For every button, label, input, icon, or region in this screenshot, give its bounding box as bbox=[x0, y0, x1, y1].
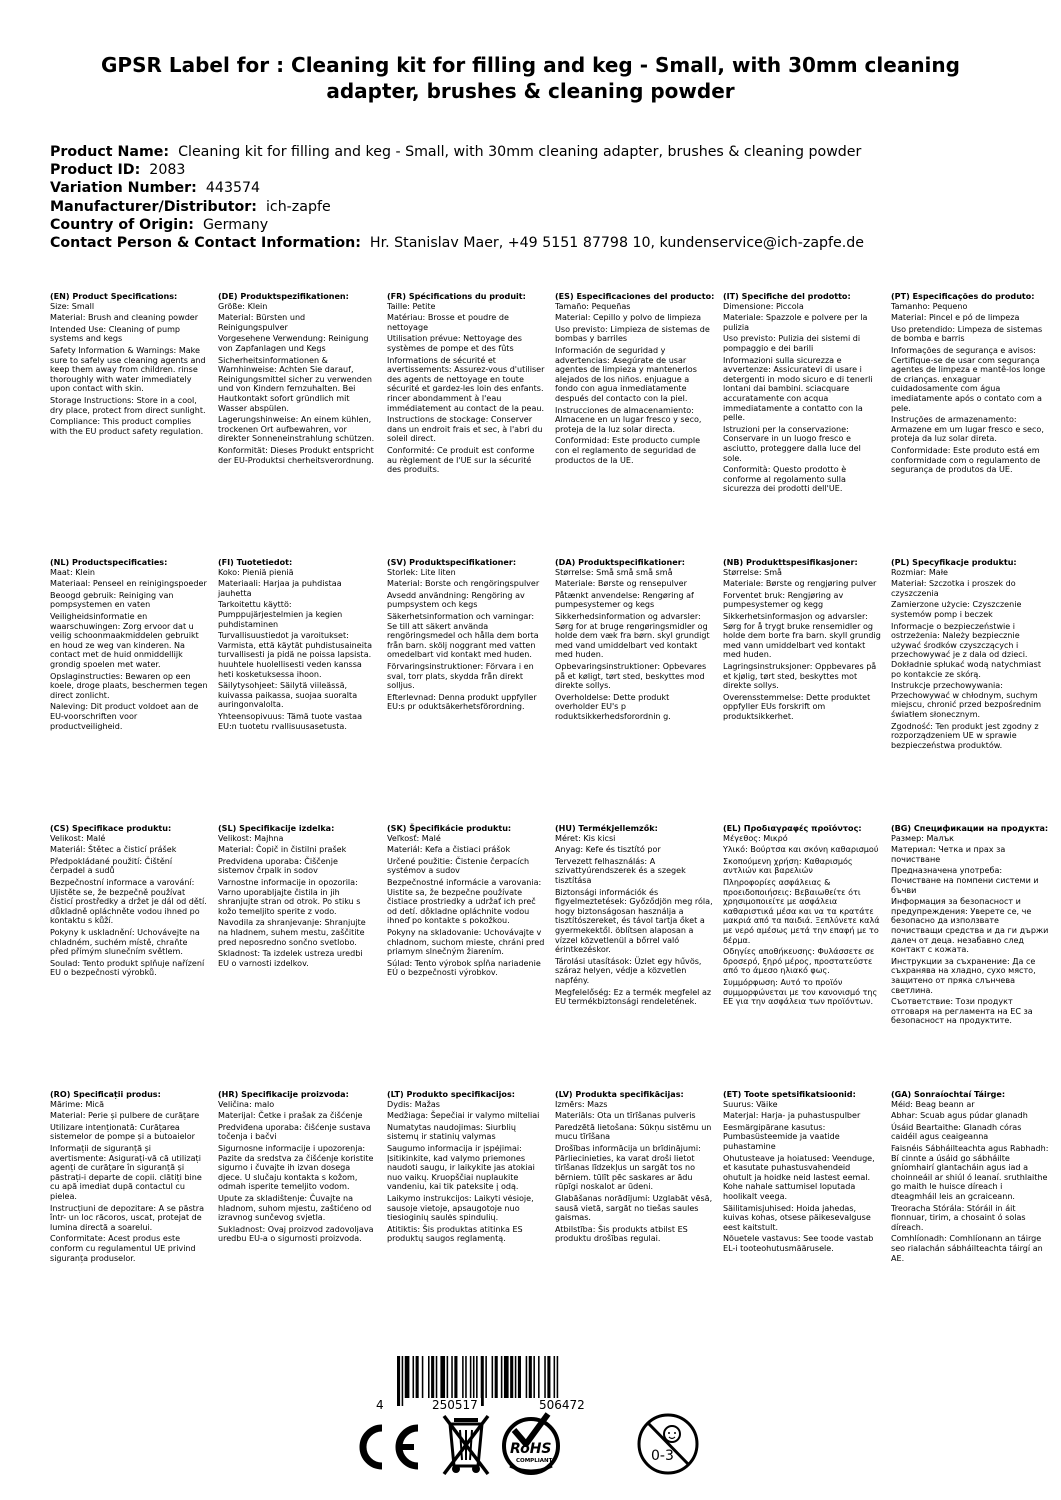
language-block-line: Treoracha Stórála: Stóráil in áit fionnuar, tirim, a chosaint ó solas díreach. bbox=[891, 1203, 1026, 1232]
info-label: Product Name: bbox=[50, 144, 170, 160]
barcode-bar bbox=[454, 1356, 457, 1398]
language-block-line: Uso previsto: Limpieza de sistemas de bombas y barriles bbox=[555, 324, 710, 344]
language-block-heading: (LV) Produkta specifikācijas: bbox=[555, 1090, 684, 1099]
language-block bbox=[218, 292, 376, 467]
language-block-line: Materiál: Kefa a čistiaci prášok bbox=[387, 845, 511, 855]
language-block-heading: (HR) Specifikacije proizvoda: bbox=[218, 1090, 349, 1099]
age-warning-icon bbox=[636, 1412, 700, 1476]
language-block-line: Atitiktis: Šis produktas atitinka ES produktų saugos reglamentą. bbox=[387, 1224, 523, 1244]
language-block-line: Určené použitie: Čistenie čerpacích systémov a sudov bbox=[387, 856, 530, 876]
language-block-line: Comhlíonadh: Comhlíonann an táirge seo rialachán sábháilteachta táirgí an AE. bbox=[891, 1234, 1043, 1263]
page-title: GPSR Label for : Cleaning kit for filling and keg - Small, with 30mm cleaning adapter, brushes & cleaning powder bbox=[101, 53, 960, 103]
language-block-line: Utilisation prévue: Nettoyage des systèmes de pompe et des fûts bbox=[387, 334, 522, 353]
language-block-line: Numatytas naudojimas: Siurblių sistemų ir statinių valymas bbox=[387, 1122, 516, 1142]
language-block-line: Sikkerhedsinformation og advarsler: Sørg for at bruge rengøringsmidler og holde dem væk fra børn. skyl grundigt med vand umiddelbart ved kontakt med huden. bbox=[555, 611, 710, 660]
language-block-line: Glabāšanas norādījumi: Uzglabāt vēsā, sausā vietā, sargāt no tiešas saules gaismas. bbox=[555, 1193, 713, 1223]
language-block-line: Beoogd gebruik: Reiniging van pompsystemen en vaten bbox=[50, 590, 174, 610]
language-block-line: Súlad: Tento výrobok spĺňa nariadenie EÚ o bezpečnosti výrobkov. bbox=[387, 958, 541, 978]
language-block-heading: (FI) Tuotetiedot: bbox=[218, 558, 293, 567]
language-block-line: Material: Bürsten und Reinigungspulver bbox=[218, 313, 306, 332]
rohs-icon bbox=[500, 1410, 562, 1478]
language-block-line: Μέγεθος: Μικρό bbox=[723, 833, 788, 843]
language-block-line: Veiligheidsinformatie en waarschuwingen: Zorg ervoor dat u veilig schoonmaakmiddelen gebruikt en houd ze weg van kinderen. Na contact met de huid onmiddellijk grondig spoelen met water. bbox=[50, 611, 199, 669]
language-block-line: Информация за безопасност и предупреждения: Уверете се, че безопасно да използвате почистващи средства и да ги държи далеч от деца. незабавно след контакт с кожата. bbox=[891, 897, 1049, 955]
language-block-line: Paredzētā lietošana: Sūkņu sistēmu un mucu tīrīšana bbox=[555, 1122, 712, 1142]
language-block-line: Ohutusteave ja hoiatused: Veenduge, et kasutate puhastusvahendeid ohutult ja hoidke neid lastest eemal. Kohe nahale sattumisel loputada hoolikalt veega. bbox=[723, 1153, 875, 1201]
language-block-line: Material: Borste och rengöringspulver bbox=[387, 579, 540, 589]
barcode-bar bbox=[533, 1356, 535, 1398]
language-block-line: Maat: Klein bbox=[50, 567, 96, 577]
ce-mark-icon bbox=[352, 1424, 422, 1470]
language-block-line: Laikymo instrukcijos: Laikyti vėsioje, sausoje vietoje, apsaugotoje nuo tiesioginių saulės spindulių. bbox=[387, 1193, 534, 1223]
language-block-heading: (GA) Sonraíochtaí Táirge: bbox=[891, 1090, 1006, 1099]
barcode-bar bbox=[526, 1356, 528, 1398]
language-block-line: Suurus: Väike bbox=[723, 1099, 778, 1109]
language-specifications-grid bbox=[50, 292, 1060, 1356]
language-block-line: Soulad: Tento produkt splňuje nařízení EU o bezpečnosti výrobků. bbox=[50, 958, 205, 978]
barcode-bar bbox=[544, 1356, 546, 1398]
language-block-heading: (SV) Produktspecifikationer: bbox=[387, 558, 517, 567]
language-block-line: Πληροφορίες ασφάλειας & προειδοποιήσεις: Βεβαιωθείτε ότι χρησιμοποιείτε με ασφάλεια καθαριστικά μέσα και να τα κρατάτε μακριά από τα παιδιά. Ξεπλύνετε καλά με νερό αμέσως μετά την επαφή με το δέρμα. bbox=[723, 877, 880, 945]
info-value: Germany bbox=[202, 216, 269, 233]
language-block-line: Mărime: Mică bbox=[50, 1099, 105, 1109]
info-label: Contact Person & Contact Information: bbox=[50, 235, 361, 252]
language-block-line: Påtænkt anvendelse: Rengøring af pumpesystemer og kegs bbox=[555, 590, 694, 610]
language-block bbox=[387, 558, 545, 714]
language-block-line: Material: Brush and cleaning powder bbox=[50, 313, 199, 323]
language-block-line: Инструкции за съхранение: Да се съхранява на хладно, сухо място, защитено от пряка слънчева светлина. bbox=[891, 956, 1036, 995]
language-block-line: Bezpečnostní informace a varování: Ujistěte se, že bezpečně používat čisticí prostředky a držet je dál od dětí. důkladně opláchněte vodou ihned po kontaktu s kůží. bbox=[50, 877, 207, 926]
language-block-line: Veličina: malo bbox=[218, 1099, 275, 1109]
language-block-line: Zamierzone użycie: Czyszczenie systemów pomp i beczek bbox=[891, 600, 1022, 619]
language-block-line: Atbilstība: Šis produkts atbilst ES produktu drošības regulai. bbox=[555, 1224, 688, 1244]
language-block-line: Instrucciones de almacenamiento: Almacene en un lugar fresco y seco, proteja de la luz solar directa. bbox=[555, 405, 702, 434]
info-value: 443574 bbox=[205, 180, 261, 197]
barcode-bar bbox=[538, 1356, 540, 1398]
language-block-line: Saugumo informacija ir įspėjimai: Įsitikinkite, kad valymo priemones naudoti saugu, ir laikykite jas atokiai nuo vaikų. Kruopščiai nuplaukite vandeniu, kai tik pateksite į odą. bbox=[387, 1143, 535, 1192]
barcode-lead-digit: 4 bbox=[373, 1398, 387, 1412]
language-block bbox=[218, 1090, 376, 1246]
language-block-line: Utilizare intenționată: Curățarea sistemelor de pompe și a butoaielor bbox=[50, 1122, 195, 1142]
info-row bbox=[50, 179, 1010, 197]
barcode-bar bbox=[447, 1356, 449, 1398]
language-block-line: Uso previsto: Pulizia dei sistemi di pompaggio e dei barili bbox=[723, 334, 861, 353]
barcode-bar bbox=[465, 1356, 467, 1398]
barcode-bar bbox=[495, 1356, 498, 1398]
info-label: Country of Origin: bbox=[50, 216, 194, 233]
language-block-line: Úsáid Beartaithe: Glanadh córas caidéil agus ceaigeanna bbox=[891, 1122, 1022, 1142]
info-label: Variation Number: bbox=[50, 180, 197, 197]
info-row bbox=[50, 161, 1010, 179]
language-block bbox=[50, 292, 208, 438]
language-block-line: Eesmärgipärane kasutus: Pumbasüsteemide ja vaatide puhastamine bbox=[723, 1122, 840, 1151]
language-block-line: Bezpečnostné informácie a varovania: Uistite sa, že bezpečne používate čistiace prostriedky a udržať ich preč od detí. dôkladne opláchnite vodou ihneď po kontakte s pokožkou. bbox=[387, 877, 542, 926]
language-block-line: Overensstemmelse: Dette produktet oppfyller EUs forskrift om produktsikkerhet. bbox=[723, 692, 871, 721]
barcode-bar bbox=[436, 1356, 438, 1398]
language-block-line: Yhteensopivuus: Tämä tuote vastaa EU:n tuotetu rvallisuusasetusta. bbox=[218, 711, 363, 731]
age-warning-shape bbox=[636, 1412, 700, 1476]
language-block bbox=[387, 1090, 545, 1246]
language-block-line: Förvaringsinstruktioner: Förvara i en sval, torr plats, skydda från direkt solljus. bbox=[387, 661, 534, 691]
language-block-heading: (DA) Produktspecifikationer: bbox=[555, 558, 685, 567]
barcode-bar bbox=[470, 1356, 472, 1398]
barcode-bar bbox=[485, 1356, 487, 1398]
barcode-bar bbox=[504, 1356, 509, 1398]
language-block-line: Sigurnosne informacije i upozorenja: Pazite da sredstva za čišćenje koristite sigurno i čuvajte ih izvan dosega djece. U slučaju kontakta s kožom, odmah isperite temeljito vodom. bbox=[218, 1143, 374, 1192]
language-block-line: Efterlevnad: Denna produkt uppfyller EU:s pr oduktsäkerhetsförordning. bbox=[387, 692, 537, 712]
language-block-heading: (SK) Špecifikácie produktu: bbox=[387, 824, 512, 833]
language-block-line: Størrelse: Små små små små bbox=[555, 567, 673, 577]
language-block-line: Sukladnost: Ovaj proizvod zadovoljava uredbu EU-a o sigurnosti proizvoda. bbox=[218, 1224, 374, 1244]
language-block-line: Material: Cepillo y polvo de limpieza bbox=[555, 313, 702, 323]
language-block-line: Συμμόρφωση: Αυτό το προϊόν συμμορφώνεται με τον κανονισμό της ΕΕ για την ασφάλεια των προϊόντων. bbox=[723, 977, 878, 1007]
language-block-heading: (LT) Produkto specifikacijos: bbox=[387, 1090, 515, 1099]
barcode-bar bbox=[518, 1356, 521, 1398]
language-block bbox=[218, 558, 376, 733]
language-block-line: Conformitate: Acest produs este conform cu regulamentul UE privind siguranța produselor. bbox=[50, 1234, 196, 1263]
language-block-line: Størrelse: Små bbox=[723, 567, 782, 577]
language-row bbox=[50, 824, 1060, 1090]
language-block-line: Säilytysohjeet: Säilytä viileässä, kuivassa paikassa, suojaa suoralta auringonvalolta. bbox=[218, 681, 358, 710]
language-block-line: Turvallisuustiedot ja varoitukset: Varmista, että käytät puhdistusaineita turvallisesti ja pidä ne poissa lapsista. huuhtele huolellisesti veden kanssa heti kosketuksessa ihoon. bbox=[218, 631, 373, 679]
barcode-bar bbox=[416, 1356, 419, 1398]
language-block-line: Taille: Petite bbox=[387, 301, 436, 311]
language-block-heading: (NL) Productspecificaties: bbox=[50, 558, 168, 567]
language-block-line: Megfelelőség: Ez a termék megfelel az EU termékbiztonsági rendeletének. bbox=[555, 987, 712, 1007]
language-block-heading: (IT) Specifiche del prodotto: bbox=[723, 292, 851, 301]
language-block bbox=[50, 1090, 208, 1265]
language-block-line: Koko: Pieniä pieniä bbox=[218, 567, 294, 577]
info-value: 2083 bbox=[149, 162, 186, 179]
language-block bbox=[555, 292, 713, 467]
language-block-line: Storlek: Lite liten bbox=[387, 567, 456, 577]
barcode-bar bbox=[547, 1356, 550, 1398]
language-block-line: Säkerhetsinformation och varningar: Se till att säkert använda rengöringsmedel och hålla dem borta från barn. skölj noggrant med vatten omedelbart vid kontakt med huden. bbox=[387, 611, 539, 660]
language-block-line: Conformidad: Este producto cumple con el reglamento de seguridad de productos de la UE. bbox=[555, 436, 701, 465]
language-block-line: Materiał: Szczotka i proszek do czyszczenia bbox=[891, 579, 1016, 598]
language-block-line: Opbevaringsinstruktioner: Opbevares på et køligt, tørt sted, beskyttes mod direkte sollys. bbox=[555, 661, 707, 691]
barcode-digits-left: 250517 bbox=[429, 1398, 481, 1412]
language-block-heading: (EL) Προδιαγραφές προϊόντος: bbox=[723, 824, 862, 833]
barcode-bar bbox=[428, 1356, 430, 1398]
language-block-line: Размер: Малък bbox=[891, 833, 955, 843]
language-block-line: Σκοπούμενη χρήση: Καθαρισμός αντλιών και βαρελιών bbox=[723, 856, 853, 876]
info-value: Cleaning kit for filling and keg - Small, with 30mm cleaning adapter, brushes & cleaning powder bbox=[178, 144, 862, 160]
language-block-line: Informații de siguranță și avertismente: Asigurați-vă că utilizați agenți de curățare în siguranță și păstrați-i departe de copii. clătiți bine cu apă imediat după contactul cu pielea. bbox=[50, 1143, 202, 1201]
language-block-line: Informations de sécurité et avertissements: Assurez-vous d'utiliser des agents de nettoyage en toute sécurité et gardez-les loin des enfants. rincer abondamment à l'eau immédiatement au contact de la peau. bbox=[387, 355, 545, 413]
language-block-heading: (NB) Produkttspesifikasjoner: bbox=[723, 558, 858, 567]
language-block-line: Materiál: Štětec a čisticí prášek bbox=[50, 845, 177, 855]
language-block-line: Conformità: Questo prodotto è conforme al regolamento sulla sicurezza dei prodotti dell'UE. bbox=[723, 465, 847, 494]
language-block-line: Materiaal: Penseel en reinigingspoeder bbox=[50, 579, 207, 589]
language-block-line: Materiale: Spazzole e polvere per la pulizia bbox=[723, 313, 868, 332]
language-row bbox=[50, 1090, 1060, 1356]
barcode-bar bbox=[481, 1356, 484, 1406]
language-block-line: Méid: Beag beann ar bbox=[891, 1099, 975, 1109]
language-block-line: Materiale: Børste og rensepulver bbox=[555, 579, 687, 589]
language-row bbox=[50, 558, 1060, 824]
language-block-line: Uso pretendido: Limpeza de sistemas de bomba e barris bbox=[891, 324, 1043, 344]
language-block-line: Tamanho: Pequeno bbox=[891, 301, 968, 311]
language-block-line: Navodila za shranjevanje: Shranjujte na hladnem, suhem mestu, zaščitite pred neposredno sončno svetlobo. bbox=[218, 918, 366, 947]
language-block-heading: (EN) Product Specifications: bbox=[50, 292, 178, 301]
language-block-line: Méret: Kis kicsi bbox=[555, 833, 616, 843]
language-block-line: Rozmiar: Małe bbox=[891, 567, 948, 577]
language-block-line: Instructions de stockage: Conserver dans un endroit frais et sec, à l'abri du soleil direct. bbox=[387, 415, 543, 444]
barcode-bar bbox=[529, 1356, 532, 1398]
language-block-line: Izmērs: Mazs bbox=[555, 1099, 608, 1109]
language-block-line: Lagerungshinweise: An einem kühlen, trockenen Ort aufbewahren, vor direkter Sonneneinstrahlung schützen. bbox=[218, 415, 375, 444]
language-block-line: Opslaginstructies: Bewaren op een koele, droge plaats, beschermen tegen direct zonlicht. bbox=[50, 671, 208, 700]
info-label: Product ID: bbox=[50, 162, 141, 179]
language-block-line: Vorgesehene Verwendung: Reinigung von Zapfanlagen und Kegs bbox=[218, 334, 369, 353]
language-block-line: Predvidena uporaba: Čiščenje sistemov črpalk in sodov bbox=[218, 856, 338, 876]
language-block-line: Matériau: Brosse et poudre de nettoyage bbox=[387, 313, 509, 332]
language-block-line: Velikost: Malé bbox=[50, 833, 106, 843]
language-block-line: Conformidade: Este produto está em conformidade com o regulamento de segurança de produtos da UE. bbox=[891, 445, 1041, 475]
language-block bbox=[555, 558, 713, 724]
language-block-line: Drošības informācija un brīdinājumi: Pārliecinieties, ka varat droši lietot tīrīšanas līdzekļus un sargāt tos no bērniem. tūlīt pēc saskares ar ādu rūpīgi noskalot ar ūdeni. bbox=[555, 1143, 701, 1192]
language-block-line: Compliance: This product complies with the EU product safety regulation. bbox=[50, 417, 204, 436]
language-block bbox=[723, 292, 881, 496]
info-row bbox=[50, 143, 1010, 161]
language-block bbox=[891, 558, 1049, 752]
language-block bbox=[891, 824, 1049, 1028]
language-block-line: Konformität: Dieses Produkt entspricht der EU-Produktsi cherheitsverordnung. bbox=[218, 445, 374, 465]
language-block-line: Οδηγίες αποθήκευσης: Φυλάσσετε σε δροσερό, ξηρό μέρος, προστατεύστε από το άμεσο ηλιακό φως. bbox=[723, 947, 875, 976]
language-block-line: Informações de segurança e avisos: Certifique-se de usar com segurança agentes de limpeza e mantê-los longe de crianças. enxaguar cuidadosamente com água imediatamente após o contato com a pele. bbox=[891, 345, 1046, 413]
language-block-line: Size: Small bbox=[50, 301, 95, 311]
age-range-label: 0-3 bbox=[651, 1448, 674, 1464]
language-block-line: Istruzioni per la conservazione: Conservare in un luogo fresco e asciutto, proteggere dalla luce del sole. bbox=[723, 424, 861, 463]
language-block-line: Υλικό: Βούρτσα και σκόνη καθαρισμού bbox=[723, 845, 879, 855]
language-block-line: Material: Perie și pulbere de curățare bbox=[50, 1111, 200, 1121]
language-block-line: Säilitamisjuhised: Hoida jahedas, kuivas kohas, otsese päikesevalguse eest kaitstult. bbox=[723, 1203, 871, 1232]
language-block-line: Sikkerhetsinformasjon og advarsler: Sørg for å trygt bruke rensemidler og holde dem borte fra barn. skyll grundig med vann umiddelbart ved kontakt med huden. bbox=[723, 611, 881, 660]
language-block-line: Varnostne informacije in opozorila: Varno uporabljajte čistila in jih shranjujte stran od otrok. Po stiku s kožo temeljito sperite z vodo. bbox=[218, 877, 361, 916]
language-block-heading: (PL) Specyfikacje produktu: bbox=[891, 558, 1017, 567]
language-block bbox=[723, 1090, 881, 1256]
language-block-line: Material: Pincel e pó de limpeza bbox=[891, 313, 1020, 323]
barcode-bar bbox=[462, 1356, 464, 1398]
rohs-label: RoHS bbox=[510, 1441, 552, 1457]
language-block-line: Съответствие: Този продукт отговаря на регламента на ЕС за безопасност на продуктите. bbox=[891, 997, 1033, 1026]
info-value: ich-zapfe bbox=[265, 198, 331, 215]
language-block-line: Safety Information & Warnings: Make sure to safely use cleaning agents and keep them away from children. rinse thoroughly with water immediately upon contact with skin. bbox=[50, 345, 206, 394]
language-block-line: Forventet bruk: Rengjøring av pumpesystemer og kegg bbox=[723, 590, 844, 610]
language-block bbox=[723, 824, 881, 1009]
language-block-line: Faisnéis Sábháilteachta agus Rabhadh: Bí cinnte a úsáid go sábháilte gníomhairí glantacháin agus iad a choinneáil ar shiúl ó leanaí. sruthlaithe go maith le huisce díreach i dteagmháil leis an gcraiceann. bbox=[891, 1143, 1049, 1201]
language-block-line: Veľkosť: Malé bbox=[387, 833, 441, 843]
language-block-line: Información de seguridad y advertencias: Asegúrate de usar agentes de limpieza y mantenerlos alejados de los niños. enjuague a fondo con agua inmediatamente después del contacto con la piel. bbox=[555, 345, 697, 403]
language-block-line: Biztonsági információk és figyelmeztetések: Győződjön meg róla, hogy biztonságosan használja a tisztítószereket, és távol tartja őket a gyermekektől. öblítsen alaposan a vízzel közvetlenül a bőrrel való érintkezéskor. bbox=[555, 887, 713, 955]
language-block-line: Materiāls: Ota un tīrīšanas pulveris bbox=[555, 1111, 696, 1121]
language-block-line: Storage Instructions: Store in a cool, dry place, protect from direct sunlight. bbox=[50, 395, 206, 415]
product-info bbox=[50, 143, 1010, 252]
language-block-line: Naleving: Dit product voldoet aan de EU-voorschriften voor productveiligheid. bbox=[50, 702, 199, 731]
language-block-line: Pokyny na skladovanie: Uchovávajte v chladnom, suchom mieste, chráni pred priamym slnečným žiarením. bbox=[387, 927, 545, 957]
barcode-bar bbox=[397, 1356, 400, 1406]
barcode-bar bbox=[473, 1356, 475, 1398]
language-block-line: Pokyny k uskladnění: Uchovávejte na chladném, suchém místě, chraňte před přímým slunečním světlem. bbox=[50, 927, 200, 957]
language-block-line: Sicherheitsinformationen & Warnhinweise: Achten Sie darauf, Reinigungsmittel sicher zu verwenden und von Kindern fernzuhalten. Bei Hautkontakt sofort gründlich mit Wasser abspülen. bbox=[218, 355, 372, 413]
language-block-line: Предназначена употреба: Почистване на помпени системи и бъчви bbox=[891, 866, 1039, 895]
language-block-heading: (HU) Termékjellemzők: bbox=[555, 824, 658, 833]
info-row bbox=[50, 216, 1010, 234]
language-block-line: Dydis: Mažas bbox=[387, 1099, 440, 1109]
language-block-line: Velikost: Majhna bbox=[218, 833, 284, 843]
barcode-bar bbox=[492, 1356, 494, 1398]
language-block-heading: (BG) Спецификации на продукта: bbox=[891, 824, 1049, 833]
language-block-line: Materiale: Børste og rengjøring pulver bbox=[723, 579, 877, 589]
language-block-line: Instruções de armazenamento: Armazene em um lugar fresco e seco, proteja da luz solar direta. bbox=[891, 415, 1044, 444]
language-block-heading: (ET) Toote spetsifikatsioonid: bbox=[723, 1090, 856, 1099]
language-block-line: Materiaali: Harjaa ja puhdistaa jauhetta bbox=[218, 579, 342, 598]
language-block bbox=[891, 1090, 1049, 1265]
ean-barcode bbox=[373, 1356, 609, 1412]
language-block-line: Upute za skladištenje: Čuvajte na hladnom, suhom mjestu, zaštićeno od izravnog sunčevog svjetla. bbox=[218, 1193, 372, 1223]
language-block-heading: (FR) Spécifications du produit: bbox=[387, 292, 526, 301]
language-block bbox=[50, 558, 208, 733]
language-block-line: Anyag: Kefe és tisztító por bbox=[555, 845, 661, 855]
barcode-bar bbox=[451, 1356, 453, 1398]
language-block-line: Nõuetele vastavus: See toode vastab EL-i tooteohutusmäärusele. bbox=[723, 1234, 874, 1253]
barcode-bar bbox=[515, 1356, 517, 1398]
language-block-line: Materjal: Harja- ja puhastuspulber bbox=[723, 1111, 861, 1121]
language-block bbox=[555, 1090, 713, 1246]
language-block-line: Größe: Klein bbox=[218, 301, 268, 311]
language-block bbox=[387, 824, 545, 980]
language-block bbox=[50, 824, 208, 980]
language-block-heading: (DE) Produktspezifikationen: bbox=[218, 292, 349, 301]
barcode-bar bbox=[501, 1356, 503, 1398]
barcode-bar bbox=[554, 1356, 556, 1398]
weee-bin-icon bbox=[440, 1412, 492, 1478]
barcode-bar bbox=[422, 1356, 424, 1398]
compliance-icons bbox=[0, 1410, 1061, 1480]
language-block-line: Předpokládané použití: Čištění čerpadel a sudů bbox=[50, 856, 173, 876]
language-row bbox=[50, 292, 1060, 558]
language-block bbox=[891, 292, 1049, 477]
language-block-line: Lagringsinstruksjoner: Oppbevares på et kjølig, tørt sted, beskyttes mot direkte sollys. bbox=[723, 661, 877, 691]
language-block-line: Материал: Четка и прах за почистване bbox=[891, 845, 1006, 864]
language-block-line: Intended Use: Cleaning of pump systems and kegs bbox=[50, 324, 181, 344]
rohs-sublabel: COMPLIANT bbox=[516, 1458, 553, 1464]
barcode-bar bbox=[440, 1356, 445, 1398]
language-block-heading: (RO) Specificații produs: bbox=[50, 1090, 161, 1099]
language-block bbox=[387, 292, 545, 477]
barcode-bar bbox=[431, 1356, 434, 1398]
info-value: Hr. Stanislav Maer, +49 5151 87798 10, kundenservice@ich-zapfe.de bbox=[369, 235, 865, 252]
language-block-line: Tervezett felhasználás: A szivattyúrendszerek és a szegek tisztítása bbox=[555, 856, 686, 885]
barcode-bar bbox=[402, 1356, 404, 1406]
language-block-line: Medžiaga: Šepečiai ir valymo milteliai bbox=[387, 1111, 540, 1121]
language-block-line: Materijal: Četke i prašak za čišćenje bbox=[218, 1111, 363, 1121]
language-block-heading: (ES) Especificaciones del producto: bbox=[555, 292, 715, 301]
barcode-bar bbox=[413, 1356, 415, 1398]
language-block-line: Dimensione: Piccola bbox=[723, 301, 804, 311]
barcode-digits-right: 506472 bbox=[536, 1398, 588, 1412]
language-block bbox=[218, 824, 376, 970]
language-block-line: Instrucțiuni de depozitare: A se păstra într- un loc răcoros, uscat, protejat de lumina directă a soarelui. bbox=[50, 1203, 205, 1232]
language-block-line: Abhar: Scuab agus púdar glanadh bbox=[891, 1111, 1028, 1121]
language-block-line: Instrukcje przechowywania: Przechowywać w chłodnym, suchym miejscu, chronić przed bezpośrednim światłem słonecznym. bbox=[891, 681, 1042, 719]
language-block-line: Skladnost: Ta izdelek ustreza uredbi EU o varnosti izdelkov. bbox=[218, 949, 363, 968]
language-block-heading: (CS) Specifikace produktu: bbox=[50, 824, 172, 833]
info-row bbox=[50, 234, 1010, 252]
language-block-line: Informazioni sulla sicurezza e avvertenze: Assicuratevi di usare i detergenti in modo sicuro e di tenerli lontani dai bambini. sciacquare accuratamente con acqua immediatamente a contatto con la pelle. bbox=[723, 355, 873, 423]
language-block-line: Tamaño: Pequeñas bbox=[555, 301, 631, 311]
language-block-line: Tárolási utasítások: Üzlet egy hűvös, száraz helyen, védje a közvetlen napfény. bbox=[555, 956, 702, 985]
language-block bbox=[555, 824, 713, 1009]
language-block-heading: (PT) Especificações do produto: bbox=[891, 292, 1035, 301]
language-block-line: Informacje o bezpieczeństwie i ostrzeżenia: Należy bezpiecznie używać środków czyszczących i przechowywać je z dala od dzieci. Dokładnie spłukać wodą natychmiast po kontakcie ze skórą. bbox=[891, 621, 1041, 679]
language-block-line: Overholdelse: Dette produkt overholder EU's p roduktsikkerhedsforordnin g. bbox=[555, 692, 671, 721]
barcode-bar bbox=[405, 1356, 410, 1398]
language-block-line: Avsedd användning: Rengöring av pumpsystem och kegs bbox=[387, 590, 525, 610]
language-block-line: Zgodność: Ten produkt jest zgodny z rozporządzeniem UE w sprawie bezpieczeństwa produktów. bbox=[891, 721, 1039, 750]
language-block-line: Predviđena uporaba: čišćenje sustava točenja i bačvi bbox=[218, 1122, 371, 1142]
language-block-line: Tarkoitettu käyttö: Pumppujärjestelmien ja kegien puhdistaminen bbox=[218, 600, 343, 629]
barcode-bar bbox=[510, 1356, 513, 1398]
info-row bbox=[50, 198, 1010, 216]
language-block-heading: (SL) Specifikacije izdelka: bbox=[218, 824, 335, 833]
language-block-line: Material: Čopič in čistilni prašek bbox=[218, 845, 347, 855]
info-label: Manufacturer/Distributor: bbox=[50, 198, 257, 215]
language-block-line: Conformité: Ce produit est conforme au règlement de l'UE sur la sécurité des produits. bbox=[387, 445, 535, 475]
language-block bbox=[723, 558, 881, 724]
